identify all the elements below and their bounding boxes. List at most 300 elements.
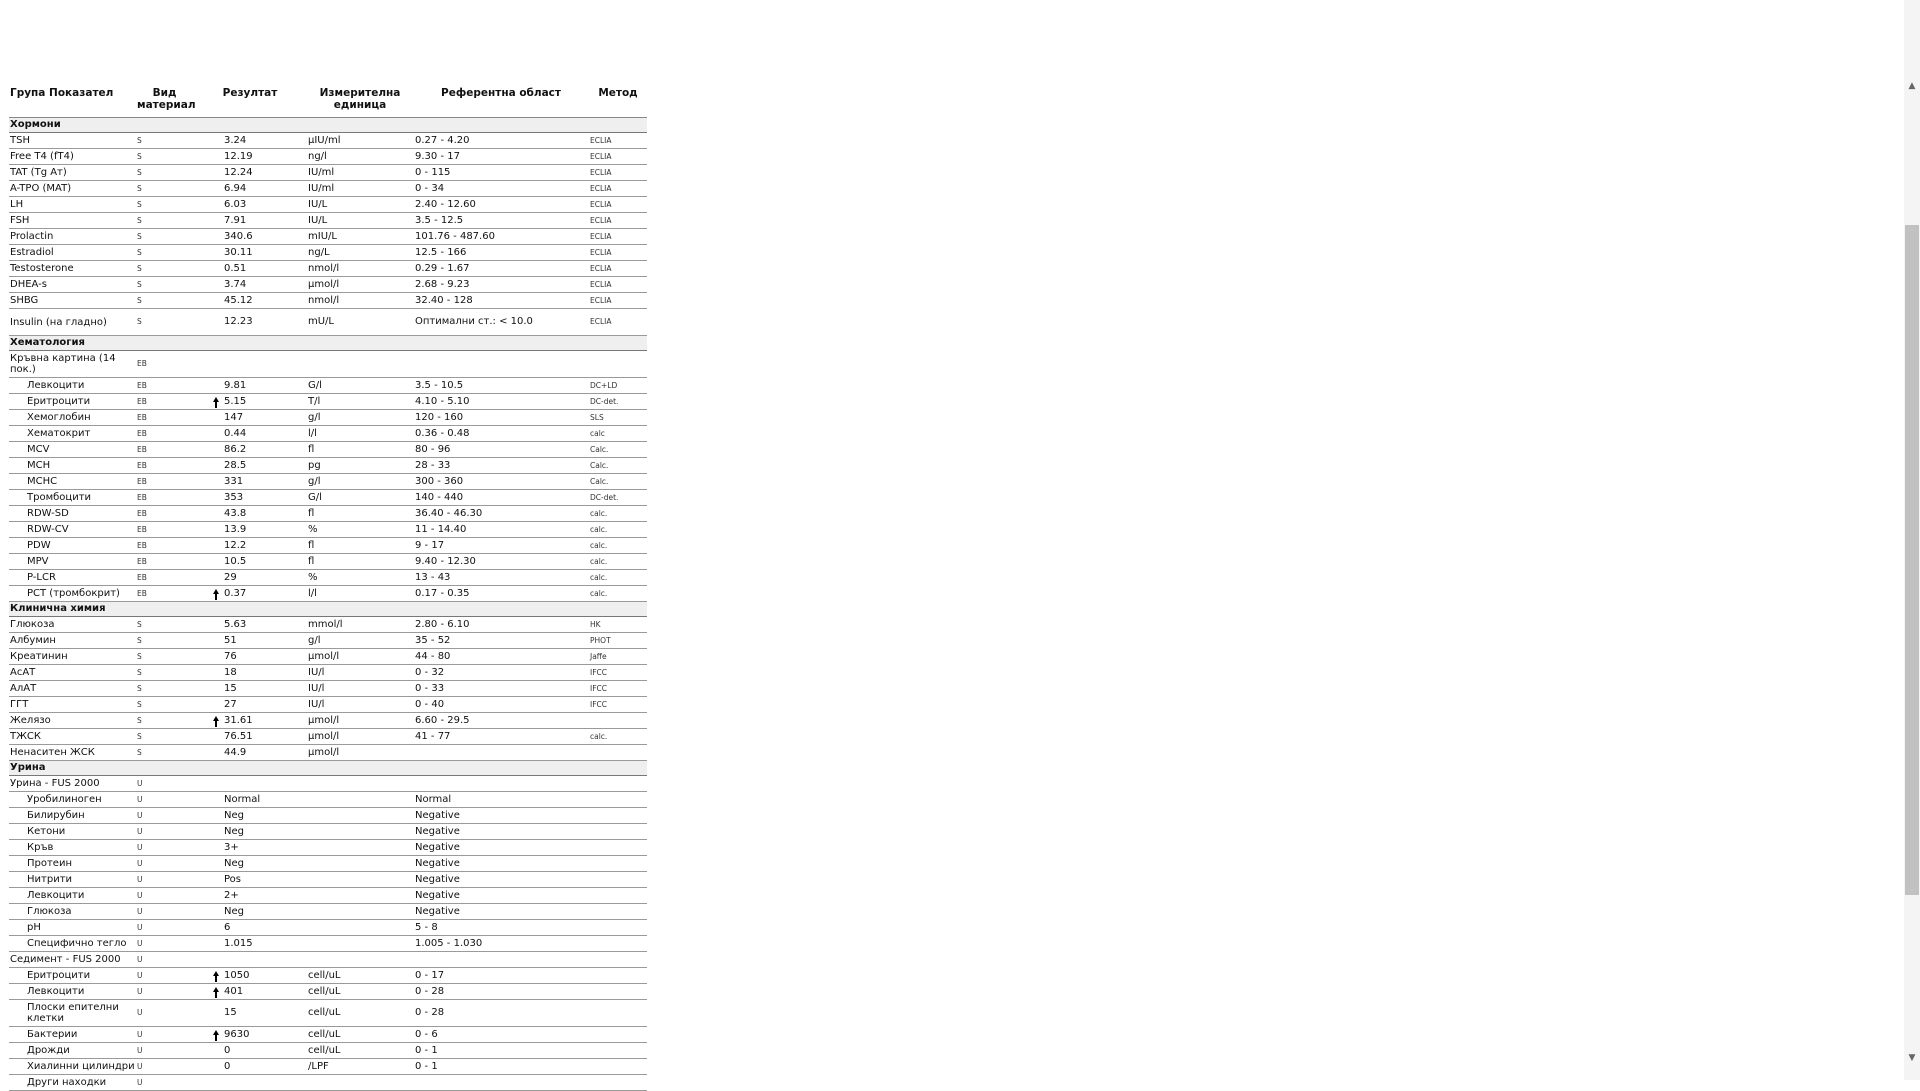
test-name: Estradiol [9,245,136,261]
sample-material: S [136,665,193,681]
table-row [9,133,647,149]
unit-value: µmol/l [307,729,413,745]
sample-material: U [136,1059,193,1075]
test-name: FSH [9,213,136,229]
unit-value: µmol/l [307,713,413,729]
result-value: 6.03 [221,197,307,213]
unit-value [307,856,413,872]
table-row [9,458,647,474]
unit-value: l/l [307,426,413,442]
method-value: ECLIA [589,133,647,149]
unit-value: IU/L [307,197,413,213]
method-value [589,840,647,856]
group-title-hematology: Хематология [9,336,647,351]
header-result: Резултат [193,87,307,118]
method-value: IFCC [589,697,647,713]
reference-range: 0 - 17 [413,968,589,984]
header-unit: Измерителна единица [307,87,413,118]
reference-range: 0 - 6 [413,1027,589,1043]
result-flag [193,697,221,713]
sample-material: EB [136,458,193,474]
reference-range: 5 - 8 [413,920,589,936]
result-value: 0.37 [221,586,307,602]
table-row [9,984,647,1000]
test-name: Други находки [9,1075,136,1091]
result-value: 3+ [221,840,307,856]
table-row [9,1000,647,1027]
method-value [589,984,647,1000]
reference-range: 28 - 33 [413,458,589,474]
result-value: 45.12 [221,293,307,309]
method-value [589,824,647,840]
reference-range: 0 - 28 [413,1000,589,1027]
reference-range: Negative [413,904,589,920]
subgroup-title-urine-fus: Урина - FUS 2000 [9,776,136,792]
unit-value: IU/l [307,697,413,713]
high-arrow-icon [213,987,219,992]
table-row [9,681,647,697]
result-value: 147 [221,410,307,426]
sample-material: U [136,872,193,888]
test-name: Кетони [9,824,136,840]
test-name: Левкоцити [9,984,136,1000]
result-flag [193,506,221,522]
sample-material: U [136,904,193,920]
table-row [9,554,647,570]
method-value: ECLIA [589,309,647,336]
result-flag [193,872,221,888]
method-value [589,1059,647,1075]
reference-range: 0 - 1 [413,1043,589,1059]
method-value [589,1043,647,1059]
table-row [9,394,647,410]
sample-material: U [136,920,193,936]
result-flag [193,713,221,729]
result-value: Normal [221,792,307,808]
result-value: 3.74 [221,277,307,293]
method-value: calc. [589,554,647,570]
unit-value: nmol/l [307,293,413,309]
group-row-hormones [9,118,647,133]
unit-value: IU/ml [307,181,413,197]
method-value: PHOT [589,633,647,649]
method-value: DC-det. [589,490,647,506]
test-name: LH [9,197,136,213]
unit-value: G/l [307,490,413,506]
result-value: 15 [221,681,307,697]
sample-material: S [136,165,193,181]
subgroup-material-sediment: U [136,952,193,968]
result-flag [193,633,221,649]
reference-range: Negative [413,840,589,856]
unit-value: µmol/l [307,277,413,293]
unit-value [307,904,413,920]
table-row [9,277,647,293]
test-name: DHEA-s [9,277,136,293]
sample-material: S [136,745,193,761]
unit-value [307,872,413,888]
header-ref: Референтна област [413,87,589,118]
sample-material: EB [136,474,193,490]
sample-material: S [136,149,193,165]
table-header-row [9,87,647,118]
table-row [9,442,647,458]
result-flag [193,840,221,856]
result-value: 29 [221,570,307,586]
sample-material: S [136,697,193,713]
result-flag [193,1027,221,1043]
group-row-hematology [9,336,647,351]
test-name: Insulin (на гладно) [9,309,136,336]
reference-range: 0 - 40 [413,697,589,713]
reference-range: Negative [413,888,589,904]
sample-material: EB [136,522,193,538]
sample-material: U [136,936,193,952]
result-value: 6 [221,920,307,936]
reference-range: 13 - 43 [413,570,589,586]
unit-value [307,1075,413,1091]
table-row [9,474,647,490]
sample-material: U [136,1027,193,1043]
table-row [9,522,647,538]
result-value: 3.24 [221,133,307,149]
method-value [589,1075,647,1091]
reference-range: Negative [413,808,589,824]
table-row [9,665,647,681]
sample-material: U [136,808,193,824]
reference-range: 4.10 - 5.10 [413,394,589,410]
test-name: SHBG [9,293,136,309]
reference-range: 9 - 17 [413,538,589,554]
reference-range [413,745,589,761]
table-row [9,426,647,442]
result-value: 7.91 [221,213,307,229]
method-value: Calc. [589,442,647,458]
method-value [589,904,647,920]
method-value: ECLIA [589,229,647,245]
result-value: 12.24 [221,165,307,181]
test-name: MPV [9,554,136,570]
test-name: Хематокрит [9,426,136,442]
group-title-chemistry: Клинична химия [9,602,647,617]
sample-material: EB [136,554,193,570]
group-row-chemistry [9,602,647,617]
result-flag [193,458,221,474]
hematology-section [9,336,647,602]
result-flag [193,261,221,277]
result-value: 28.5 [221,458,307,474]
result-flag [193,1000,221,1027]
unit-value: /LPF [307,1059,413,1075]
method-value [589,1027,647,1043]
test-name: АсАТ [9,665,136,681]
method-value: IFCC [589,665,647,681]
sample-material: U [136,1000,193,1027]
table-row [9,181,647,197]
result-value: 76 [221,649,307,665]
unit-value: IU/L [307,213,413,229]
test-name: Креатинин [9,649,136,665]
result-value: Neg [221,904,307,920]
table-row [9,872,647,888]
hormones-section [9,118,647,336]
result-flag [193,808,221,824]
high-arrow-icon [213,716,219,721]
subgroup-row-urine-fus [9,776,647,792]
test-name: Плоски епителни клетки [9,1000,136,1027]
result-flag [193,490,221,506]
sample-material: S [136,649,193,665]
result-flag [193,426,221,442]
sample-material: S [136,633,193,649]
unit-value: % [307,570,413,586]
result-value: 13.9 [221,522,307,538]
sample-material: EB [136,426,193,442]
sample-material: U [136,856,193,872]
unit-value: fl [307,442,413,458]
sample-material: S [136,197,193,213]
test-name: АлАТ [9,681,136,697]
method-value: DC-det. [589,394,647,410]
subgroup-title-sediment: Седимент - FUS 2000 [9,952,136,968]
reference-range: 0.17 - 0.35 [413,586,589,602]
test-name: Ненаситен ЖСК [9,745,136,761]
method-value [589,808,647,824]
table-row [9,570,647,586]
unit-value: µIU/ml [307,133,413,149]
reference-range: 12.5 - 166 [413,245,589,261]
reference-range: 0.27 - 4.20 [413,133,589,149]
reference-range: 6.60 - 29.5 [413,713,589,729]
result-flag [193,904,221,920]
result-value: 5.15 [221,394,307,410]
sample-material: EB [136,394,193,410]
unit-value: IU/ml [307,165,413,181]
test-name: Глюкоза [9,617,136,633]
method-value [589,745,647,761]
unit-value: µmol/l [307,745,413,761]
method-value: calc. [589,506,647,522]
result-value: 43.8 [221,506,307,522]
scroll-down-arrow-icon[interactable]: ▼ [1908,1053,1916,1063]
sample-material: U [136,1043,193,1059]
test-name: MCV [9,442,136,458]
table-row [9,165,647,181]
method-value: ECLIA [589,245,647,261]
result-flag [193,665,221,681]
table-row [9,229,647,245]
unit-value: G/l [307,378,413,394]
table-row [9,856,647,872]
sample-material: S [136,617,193,633]
result-value: 30.11 [221,245,307,261]
reference-range: 120 - 160 [413,410,589,426]
table-row [9,792,647,808]
test-name: Глюкоза [9,904,136,920]
test-name: Билирубин [9,808,136,824]
unit-value: % [307,522,413,538]
unit-value: fl [307,538,413,554]
result-flag [193,149,221,165]
test-name: Желязо [9,713,136,729]
method-value: ECLIA [589,149,647,165]
sample-material: EB [136,378,193,394]
unit-value [307,840,413,856]
lab-results-report [9,87,647,1091]
scrollbar-thumb[interactable] [1905,225,1919,895]
result-flag [193,792,221,808]
table-row [9,149,647,165]
reference-range: 44 - 80 [413,649,589,665]
header-name: Група Показател [9,87,136,118]
result-value: 9630 [221,1027,307,1043]
unit-value: fl [307,554,413,570]
result-flag [193,229,221,245]
method-value [589,792,647,808]
sample-material: S [136,293,193,309]
test-name: Testosterone [9,261,136,277]
unit-value: g/l [307,410,413,426]
test-name: RDW-SD [9,506,136,522]
unit-value: g/l [307,474,413,490]
high-arrow-icon [213,589,219,594]
method-value [589,920,647,936]
result-flag [193,378,221,394]
unit-value: IU/l [307,665,413,681]
result-value: 2+ [221,888,307,904]
test-name: Уробилиноген [9,792,136,808]
sample-material: EB [136,490,193,506]
scroll-up-arrow-icon[interactable]: ▲ [1908,81,1916,91]
method-value: ECLIA [589,293,647,309]
result-flag [193,681,221,697]
method-value: calc. [589,586,647,602]
unit-value [307,936,413,952]
method-value: ECLIA [589,197,647,213]
result-value: 6.94 [221,181,307,197]
sample-material: EB [136,410,193,426]
reference-range: Negative [413,872,589,888]
result-flag [193,586,221,602]
method-value: calc. [589,729,647,745]
result-flag [193,442,221,458]
unit-value: mmol/l [307,617,413,633]
result-flag [193,309,221,336]
table-row [9,633,647,649]
test-name: Протеин [9,856,136,872]
method-value: calc. [589,570,647,586]
header-material: Вид материал [136,87,193,118]
method-value [589,1000,647,1027]
table-row [9,649,647,665]
table-row [9,808,647,824]
table-row [9,824,647,840]
reference-range: 2.80 - 6.10 [413,617,589,633]
unit-value: l/l [307,586,413,602]
result-value: 1050 [221,968,307,984]
reference-range: 35 - 52 [413,633,589,649]
method-value [589,968,647,984]
table-row [9,888,647,904]
sample-material: S [136,229,193,245]
unit-value: cell/uL [307,968,413,984]
method-value: ECLIA [589,277,647,293]
method-value: calc [589,426,647,442]
method-value: ECLIA [589,213,647,229]
result-value: 15 [221,1000,307,1027]
table-row [9,293,647,309]
result-value: Neg [221,856,307,872]
result-value: 0 [221,1059,307,1075]
sample-material: S [136,213,193,229]
result-flag [193,570,221,586]
sample-material: S [136,181,193,197]
test-name: RDW-CV [9,522,136,538]
vertical-scrollbar[interactable] [1904,0,1920,1080]
lab-results-table [9,87,647,1091]
test-name: A-TPO (MAT) [9,181,136,197]
test-name: Free T4 (fT4) [9,149,136,165]
table-row [9,506,647,522]
test-name: Хиалинни цилиндри [9,1059,136,1075]
sample-material: S [136,713,193,729]
unit-value: pg [307,458,413,474]
test-name: TSH [9,133,136,149]
test-name: Еритроцити [9,968,136,984]
unit-value: fl [307,506,413,522]
test-name: Дрожди [9,1043,136,1059]
subgroup-material-cbc: EB [136,351,193,378]
sample-material: U [136,888,193,904]
test-name: Тромбоцити [9,490,136,506]
result-flag [193,617,221,633]
method-value [589,713,647,729]
reference-range: 1.005 - 1.030 [413,936,589,952]
table-row [9,197,647,213]
method-value: ECLIA [589,165,647,181]
result-flag [193,649,221,665]
table-row [9,1075,647,1091]
reference-range: 0.36 - 0.48 [413,426,589,442]
reference-range: 300 - 360 [413,474,589,490]
result-flag [193,181,221,197]
test-name: TAT (Tg Aт) [9,165,136,181]
reference-range: 0 - 32 [413,665,589,681]
reference-range: 0 - 115 [413,165,589,181]
method-value: calc. [589,522,647,538]
result-value [221,1075,307,1091]
test-name: pH [9,920,136,936]
sediment-section [9,952,647,1091]
result-value: 340.6 [221,229,307,245]
test-name: Хемоглобин [9,410,136,426]
subgroup-row-cbc [9,351,647,378]
unit-value [307,824,413,840]
unit-value: mU/L [307,309,413,336]
reference-range: Оптимални ст.: < 10.0 [413,309,589,336]
subgroup-material-urine-fus: U [136,776,193,792]
subgroup-title-cbc: Кръвна картина (14 пок.) [9,351,136,378]
table-row [9,1059,647,1075]
reference-range: 11 - 14.40 [413,522,589,538]
reference-range: 2.68 - 9.23 [413,277,589,293]
result-flag [193,197,221,213]
result-value: 12.19 [221,149,307,165]
result-flag [193,1075,221,1091]
sample-material: S [136,729,193,745]
group-title-urine: Урина [9,761,647,776]
result-value: Pos [221,872,307,888]
